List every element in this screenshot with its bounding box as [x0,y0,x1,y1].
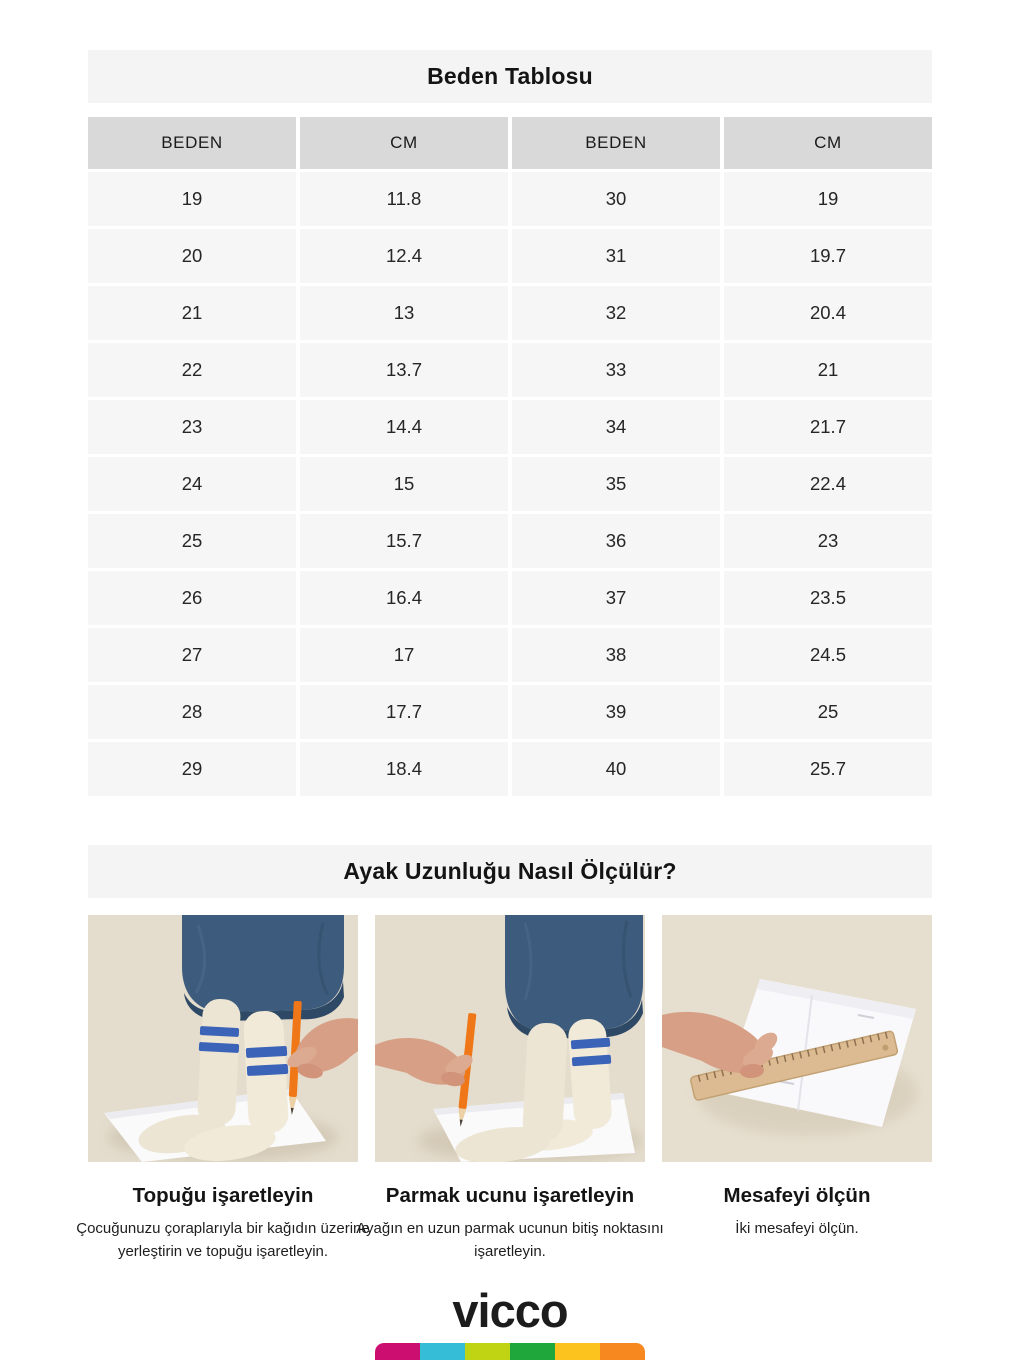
step-title: Parmak ucunu işaretleyin [385,1184,635,1207]
table-cell: 13.7 [300,343,508,397]
table-cell: 27 [88,628,296,682]
brand-bar-segment [510,1343,555,1360]
table-cell: 40 [512,742,720,796]
table-cell: 11.8 [300,172,508,226]
table-cell: 19.7 [724,229,932,283]
table-cell: 17.7 [300,685,508,739]
table-cell: 32 [512,286,720,340]
table-cell: 19 [88,172,296,226]
table-cell: 28 [88,685,296,739]
table-row [88,628,932,682]
brand-bar-segment [375,1343,420,1360]
brand-logo: vicco [452,1284,568,1337]
table-cell: 25.7 [724,742,932,796]
table-cell: 19 [724,172,932,226]
table-cell: 17 [300,628,508,682]
table-cell: 25 [88,514,296,568]
table-cell: 12.4 [300,229,508,283]
table-cell: 24 [88,457,296,511]
step-card-mark-heel [76,915,370,1264]
brand-bar-segment [420,1343,465,1360]
column-header: BEDEN [88,117,296,169]
size-table-body [88,172,932,796]
table-cell: 18.4 [300,742,508,796]
table-cell: 23 [88,400,296,454]
table-cell: 23.5 [724,571,932,625]
table-cell: 39 [512,685,720,739]
table-cell: 38 [512,628,720,682]
table-cell: 22.4 [724,457,932,511]
table-cell: 14.4 [300,400,508,454]
size-table [84,114,936,799]
brand-bar-segment [465,1343,510,1360]
table-cell: 21 [724,343,932,397]
step-title: Topuğu işaretleyin [132,1184,314,1207]
table-cell: 20 [88,229,296,283]
table-cell: 26 [88,571,296,625]
table-row [88,742,932,796]
column-header: CM [724,117,932,169]
table-cell: 15.7 [300,514,508,568]
step-card-measure [662,915,932,1264]
title-banner [88,50,932,103]
step-card-mark-toe [356,915,664,1264]
table-cell: 33 [512,343,720,397]
table-row [88,343,932,397]
table-row [88,571,932,625]
table-row [88,229,932,283]
brand-color-bar [375,1343,645,1360]
measure-section-title: Ayak Uzunluğu Nasıl Ölçülür? [343,858,677,884]
table-row [88,457,932,511]
table-cell: 37 [512,571,720,625]
table-cell: 34 [512,400,720,454]
table-cell: 29 [88,742,296,796]
table-cell: 21.7 [724,400,932,454]
size-table-head [88,117,932,169]
table-header-row [88,117,932,169]
table-cell: 21 [88,286,296,340]
step-description: Çocuğunuzu çoraplarıyla bir kağıdın üzerine yerleştirin ve topuğu işaretleyin. [76,1220,370,1261]
table-cell: 13 [300,286,508,340]
measure-section-banner [88,845,932,898]
step-description: Ayağın en uzun parmak ucunun bitiş noktasını işaretleyin. [356,1220,664,1261]
table-row [88,685,932,739]
table-cell: 16.4 [300,571,508,625]
table-cell: 36 [512,514,720,568]
jeans [505,915,643,1039]
table-row [88,172,932,226]
table-cell: 23 [724,514,932,568]
table-row [88,286,932,340]
column-header: BEDEN [512,117,720,169]
footer [0,1284,1020,1360]
table-cell: 15 [300,457,508,511]
table-cell: 30 [512,172,720,226]
step-title: Mesafeyi ölçün [723,1184,871,1207]
brand-bar-segment [555,1343,600,1360]
table-cell: 24.5 [724,628,932,682]
photo-mark-toe [375,915,645,1162]
table-cell: 25 [724,685,932,739]
table-cell: 22 [88,343,296,397]
table-row [88,514,932,568]
table-row [88,400,932,454]
brand-bar-segment [600,1343,645,1360]
photo-measure-distance [662,915,932,1162]
table-cell: 31 [512,229,720,283]
measure-steps [76,915,932,1264]
step-description: İki mesafeyi ölçün. [735,1220,859,1237]
table-cell: 20.4 [724,286,932,340]
table-cell: 35 [512,457,720,511]
photo-mark-heel [88,915,358,1162]
page-title: Beden Tablosu [427,63,593,89]
column-header: CM [300,117,508,169]
